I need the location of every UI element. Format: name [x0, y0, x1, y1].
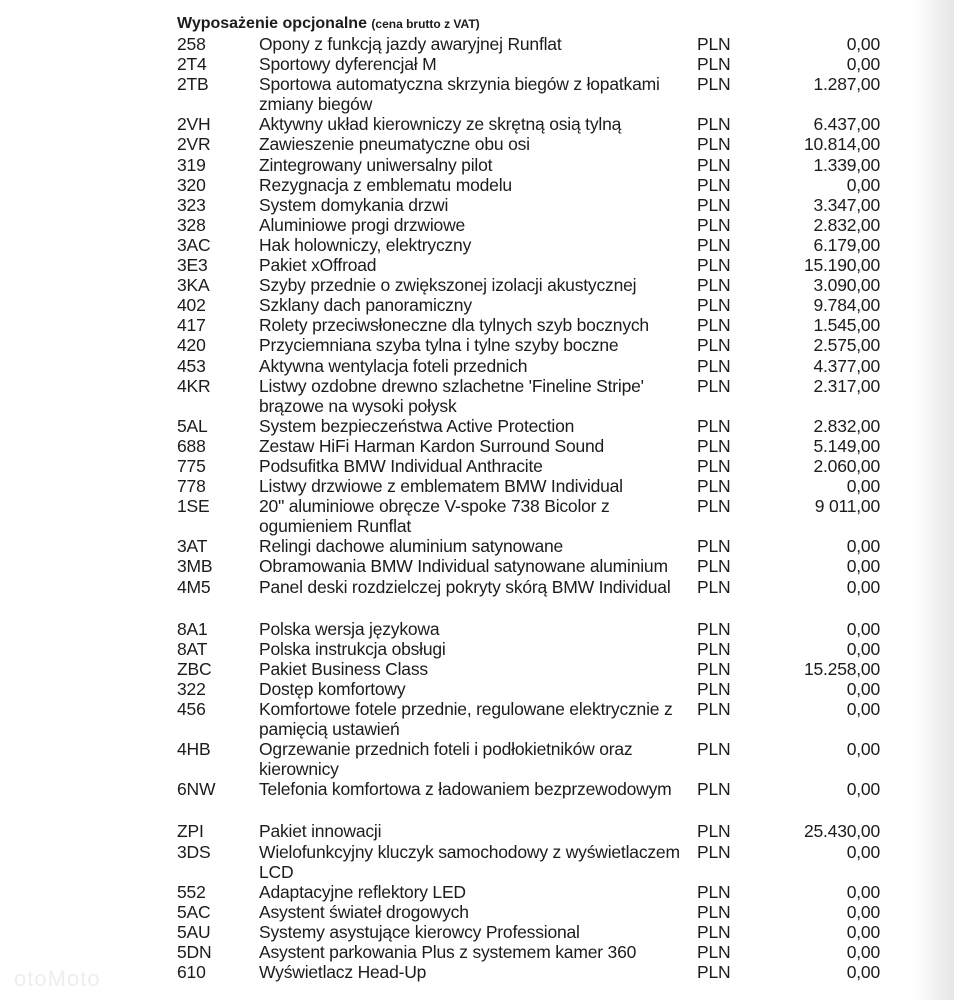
section-heading — [177, 14, 897, 34]
option-row — [177, 882, 897, 902]
option-currency: PLN — [697, 134, 731, 155]
option-price: 0,00 — [846, 556, 880, 577]
option-description: Systemy asystujące kierowcy Professional — [259, 921, 580, 942]
option-description: Zawieszenie pneumatyczne obu osi — [259, 134, 530, 155]
option-price: 0,00 — [846, 779, 880, 800]
option-code: 8A1 — [177, 618, 208, 639]
option-currency: PLN — [697, 779, 731, 800]
option-code: 5DN — [177, 942, 212, 963]
option-description: System bezpieczeństwa Active Protection — [259, 415, 575, 436]
option-price: 2.832,00 — [813, 214, 880, 235]
option-price: 9 011,00 — [814, 496, 880, 517]
option-row — [177, 699, 897, 739]
option-row — [177, 275, 897, 295]
option-row — [177, 114, 897, 134]
group-spacer — [177, 597, 897, 619]
option-description: Polska instrukcja obsługi — [259, 638, 446, 659]
option-row — [177, 54, 897, 74]
option-code: 3MB — [177, 556, 213, 577]
option-price: 0,00 — [846, 942, 880, 963]
option-description: Telefonia komfortowa z ładowaniem bezprzewodowym — [259, 779, 672, 800]
option-price: 0,00 — [846, 174, 880, 195]
option-price: 3.090,00 — [813, 275, 880, 296]
option-row — [177, 496, 897, 536]
option-currency: PLN — [697, 678, 731, 699]
option-currency: PLN — [697, 496, 731, 517]
option-currency: PLN — [697, 74, 731, 95]
option-currency: PLN — [697, 658, 731, 679]
option-price: 0,00 — [846, 921, 880, 942]
option-row — [177, 436, 897, 456]
option-row — [177, 315, 897, 335]
option-price: 0,00 — [846, 638, 880, 659]
option-currency: PLN — [697, 295, 731, 316]
option-price: 0,00 — [846, 54, 880, 75]
option-code: 4KR — [177, 375, 211, 396]
option-code: 402 — [177, 295, 206, 316]
option-currency: PLN — [697, 375, 731, 396]
option-code: 258 — [177, 34, 206, 54]
option-row — [177, 376, 897, 416]
option-description: Asystent parkowania Plus z systemem kamer 360 — [259, 942, 637, 963]
option-description: Rolety przeciwsłoneczne dla tylnych szyb bocznych — [259, 315, 649, 336]
option-currency: PLN — [697, 315, 731, 336]
option-price: 6.179,00 — [813, 234, 880, 255]
option-description: Opony z funkcją jazdy awaryjnej Runflat — [259, 34, 562, 54]
option-description: Zintegrowany uniwersalny pilot — [259, 154, 493, 175]
option-description: Pakiet innowacji — [259, 821, 382, 842]
option-description: Zestaw HiFi Harman Kardon Surround Sound — [259, 435, 605, 456]
option-description: Panel deski rozdzielczej pokryty skórą BMW Individual — [259, 576, 671, 597]
option-row — [177, 295, 897, 315]
option-description: Przyciemniana szyba tylna i tylne szyby boczne — [259, 335, 619, 356]
right-edge-shadow — [914, 0, 954, 1000]
option-price: 1.339,00 — [813, 154, 880, 175]
option-description: Hak holowniczy, elektryczny — [259, 234, 472, 255]
option-code: 3KA — [177, 275, 210, 296]
option-code: 775 — [177, 455, 206, 476]
option-code: 2T4 — [177, 54, 207, 75]
option-price: 6.437,00 — [813, 114, 880, 135]
option-currency: PLN — [697, 114, 731, 135]
option-row — [177, 215, 897, 235]
options-list — [177, 34, 897, 982]
option-description: Sportowy dyferencjał M — [259, 54, 437, 75]
option-price: 0,00 — [846, 962, 880, 983]
option-description: Adaptacyjne reflektory LED — [259, 881, 466, 902]
option-price: 0,00 — [846, 841, 880, 862]
option-row — [177, 536, 897, 556]
option-price: 0,00 — [846, 699, 880, 719]
option-currency: PLN — [697, 34, 731, 54]
option-description: Aktywna wentylacja foteli przednich — [259, 355, 528, 376]
option-row — [177, 821, 897, 841]
option-price: 0,00 — [846, 476, 880, 497]
option-currency: PLN — [697, 576, 731, 597]
option-currency: PLN — [697, 841, 731, 862]
option-price: 0,00 — [846, 536, 880, 557]
option-description: Dostęp komfortowy — [259, 678, 406, 699]
option-row — [177, 356, 897, 376]
option-code: 456 — [177, 699, 206, 719]
option-description: Listwy ozdobne drewno szlachetne 'Fineline Stripe' brązowe na wysoki połysk — [259, 375, 644, 416]
option-code: 328 — [177, 214, 206, 235]
option-price: 3.347,00 — [813, 194, 880, 215]
option-description: Sportowa automatyczna skrzynia biegów z łopatkami zmiany biegów — [259, 74, 660, 115]
option-row — [177, 134, 897, 154]
option-currency: PLN — [697, 214, 731, 235]
option-description: Szklany dach panoramiczny — [259, 295, 472, 316]
option-price: 2.317,00 — [813, 375, 880, 396]
option-price: 0,00 — [846, 576, 880, 597]
option-currency: PLN — [697, 881, 731, 902]
option-price: 4.377,00 — [813, 355, 880, 376]
option-currency: PLN — [697, 556, 731, 577]
option-code: 3AT — [177, 536, 208, 557]
option-currency: PLN — [697, 455, 731, 476]
heading-note: (cena brutto z VAT) — [371, 17, 480, 31]
option-row — [177, 577, 897, 597]
option-currency: PLN — [697, 536, 731, 557]
option-row — [177, 335, 897, 355]
option-row — [177, 235, 897, 255]
option-currency: PLN — [697, 355, 731, 376]
option-code: 610 — [177, 962, 206, 983]
option-currency: PLN — [697, 194, 731, 215]
option-code: 322 — [177, 678, 206, 699]
option-description: Wielofunkcyjny kluczyk samochodowy z wyświetlaczem LCD — [259, 841, 680, 882]
options-document — [177, 14, 897, 982]
option-currency: PLN — [697, 54, 731, 75]
option-price: 0,00 — [846, 34, 880, 54]
option-price: 2.575,00 — [813, 335, 880, 356]
option-price: 0,00 — [846, 618, 880, 639]
option-currency: PLN — [697, 335, 731, 356]
option-code: 2TB — [177, 74, 209, 95]
option-description: Listwy drzwiowe z emblematem BMW Individual — [259, 476, 623, 497]
option-code: 778 — [177, 476, 206, 497]
option-code: 420 — [177, 335, 206, 356]
option-row — [177, 175, 897, 195]
option-code: 5AL — [177, 415, 208, 436]
watermark: otoMoto — [14, 966, 101, 991]
option-code: 3DS — [177, 841, 211, 862]
option-code: 1SE — [177, 496, 210, 517]
option-row — [177, 255, 897, 275]
option-price: 25.430,00 — [803, 821, 880, 842]
option-row — [177, 619, 897, 639]
option-price: 15.258,00 — [803, 658, 880, 679]
option-code: 552 — [177, 881, 206, 902]
option-description: Asystent świateł drogowych — [259, 901, 469, 922]
option-code: 688 — [177, 435, 206, 456]
option-code: ZBC — [177, 658, 212, 679]
option-code: 4M5 — [177, 576, 211, 597]
option-price: 5.149,00 — [813, 435, 880, 456]
option-currency: PLN — [697, 901, 731, 922]
option-code: 2VR — [177, 134, 211, 155]
option-row — [177, 962, 897, 982]
option-row — [177, 779, 897, 799]
option-price: 10.814,00 — [803, 134, 880, 155]
option-price: 0,00 — [846, 901, 880, 922]
option-code: 320 — [177, 174, 206, 195]
option-currency: PLN — [697, 234, 731, 255]
option-row — [177, 195, 897, 215]
option-price: 2.060,00 — [813, 455, 880, 476]
option-description: Wyświetlacz Head-Up — [259, 962, 427, 983]
option-row — [177, 639, 897, 659]
option-row — [177, 456, 897, 476]
option-currency: PLN — [697, 415, 731, 436]
option-price: 0,00 — [846, 739, 880, 760]
option-currency: PLN — [697, 699, 731, 719]
option-currency: PLN — [697, 921, 731, 942]
option-currency: PLN — [697, 618, 731, 639]
option-currency: PLN — [697, 174, 731, 195]
option-row — [177, 74, 897, 114]
option-description: Pakiet xOffroad — [259, 255, 377, 276]
option-price: 0,00 — [846, 678, 880, 699]
option-description: Rezygnacja z emblematu modelu — [259, 174, 512, 195]
option-row — [177, 556, 897, 576]
option-description: Aktywny układ kierowniczy ze skrętną osią tylną — [259, 114, 622, 135]
option-row — [177, 842, 897, 882]
option-currency: PLN — [697, 821, 731, 842]
option-code: 8AT — [177, 638, 208, 659]
option-currency: PLN — [697, 435, 731, 456]
option-currency: PLN — [697, 638, 731, 659]
option-code: 323 — [177, 194, 206, 215]
option-currency: PLN — [697, 255, 731, 276]
option-code: 453 — [177, 355, 206, 376]
option-currency: PLN — [697, 739, 731, 760]
option-code: 319 — [177, 154, 206, 175]
option-row — [177, 155, 897, 175]
option-row — [177, 739, 897, 779]
option-description: Obramowania BMW Individual satynowane aluminium — [259, 556, 668, 577]
option-currency: PLN — [697, 942, 731, 963]
option-description: Ogrzewanie przednich foteli i podłokietników oraz kierownicy — [259, 739, 633, 780]
heading-title: Wyposażenie opcjonalne — [177, 15, 367, 32]
option-description: Pakiet Business Class — [259, 658, 428, 679]
option-row — [177, 942, 897, 962]
group-spacer — [177, 799, 897, 821]
option-price: 9.784,00 — [813, 295, 880, 316]
option-description: Aluminiowe progi drzwiowe — [259, 214, 466, 235]
option-code: 3AC — [177, 234, 211, 255]
option-code: ZPI — [177, 821, 204, 842]
option-code: 6NW — [177, 779, 216, 800]
option-currency: PLN — [697, 476, 731, 497]
option-description: Podsufitka BMW Individual Anthracite — [259, 455, 543, 476]
option-description: 20" aluminiowe obręcze V-spoke 738 Bicolor z ogumieniem Runflat — [259, 496, 610, 537]
option-row — [177, 679, 897, 699]
option-code: 4HB — [177, 739, 211, 760]
option-currency: PLN — [697, 275, 731, 296]
option-price: 2.832,00 — [813, 415, 880, 436]
option-description: Komfortowe fotele przednie, regulowane elektrycznie z pamięcią ustawień — [259, 699, 673, 740]
option-description: System domykania drzwi — [259, 194, 449, 215]
option-currency: PLN — [697, 154, 731, 175]
option-code: 3E3 — [177, 255, 208, 276]
option-code: 2VH — [177, 114, 211, 135]
option-row — [177, 922, 897, 942]
option-price: 15.190,00 — [803, 255, 880, 276]
option-description: Polska wersja językowa — [259, 618, 440, 639]
option-row — [177, 659, 897, 679]
option-row — [177, 476, 897, 496]
option-currency: PLN — [697, 962, 731, 983]
option-code: 5AU — [177, 921, 211, 942]
option-code: 5AC — [177, 901, 211, 922]
option-code: 417 — [177, 315, 206, 336]
option-price: 1.545,00 — [813, 315, 880, 336]
option-row — [177, 34, 897, 54]
option-row — [177, 902, 897, 922]
option-description: Szyby przednie o zwiększonej izolacji akustycznej — [259, 275, 637, 296]
option-price: 0,00 — [846, 881, 880, 902]
option-description: Relingi dachowe aluminium satynowane — [259, 536, 564, 557]
option-price: 1.287,00 — [813, 74, 880, 95]
option-row — [177, 416, 897, 436]
